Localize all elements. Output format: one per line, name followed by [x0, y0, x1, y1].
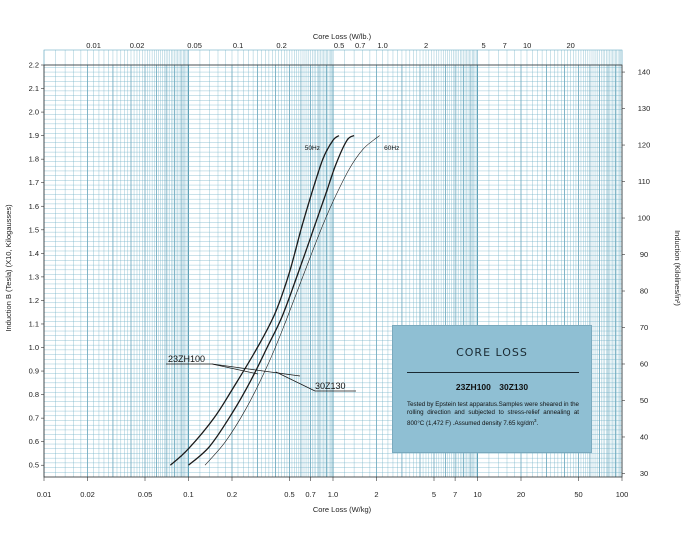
x-tick-label: 2 [374, 490, 379, 499]
y2-tick-label: 100 [637, 213, 651, 223]
y2-tick-label: 40 [639, 432, 649, 442]
y-tick-label: 0.6 [28, 437, 39, 447]
x-tick-label: 0.01 [36, 490, 52, 499]
y-tick-label: 1.0 [28, 343, 39, 353]
y-tick-label: 1.5 [28, 225, 39, 235]
y2-tick-label: 90 [639, 250, 649, 260]
x-tick-label: 0.1 [183, 490, 194, 499]
x2-tick-label: 0.1 [232, 41, 244, 50]
left-axis-title: Induction B (Tesla) (X10, Kilogausses) [4, 204, 13, 332]
x2-tick-label: 0.2 [276, 41, 287, 50]
x-tick-label: 20 [516, 490, 526, 499]
x-tick-label: 0.02 [80, 490, 95, 499]
core-loss-info-box [392, 325, 592, 453]
x-tick-label: 7 [453, 490, 458, 499]
series-label-23zh100: 23ZH100 [168, 354, 206, 364]
y-tick-label: 1.2 [28, 295, 39, 305]
y-tick-label: 0.8 [28, 390, 39, 400]
x-tick-label: 0.5 [284, 490, 295, 499]
y-tick-label: 1.7 [28, 178, 39, 188]
info-box-divider [407, 372, 579, 373]
x2-tick-label: 20 [566, 41, 575, 50]
y-tick-label: 1.1 [28, 319, 39, 329]
y2-tick-label: 110 [638, 177, 650, 187]
x-tick-label: 0.2 [226, 490, 238, 499]
info-desc-superscript: 3 [533, 418, 537, 423]
top-axis-title: Core Loss (W/lb.) [312, 32, 372, 41]
x2-tick-label: 0.01 [86, 41, 101, 50]
y-tick-label: 1.6 [28, 201, 39, 211]
x2-tick-label: 0.05 [187, 41, 202, 50]
x2-tick-label: 1.0 [377, 41, 388, 50]
y-tick-label: 1.9 [28, 131, 39, 141]
x-tick-label: 1.0 [327, 490, 339, 499]
y2-tick-label: 70 [639, 323, 649, 333]
y-tick-label: 1.3 [28, 272, 39, 282]
y-tick-label: 2.1 [28, 84, 39, 94]
x2-tick-label: 10 [522, 41, 532, 50]
x2-tick-label: 2 [424, 41, 429, 50]
series-label-30z130: 30Z130 [315, 381, 346, 391]
x-tick-label: 50 [574, 490, 583, 499]
chart-annotations [166, 145, 399, 391]
right-axis-title: Induction (Kilolines/in²) [673, 230, 682, 306]
y-tick-label: 0.7 [28, 413, 39, 423]
y2-tick-label: 30 [639, 468, 649, 478]
y2-tick-label: 50 [639, 395, 649, 405]
info-box-grades: 23ZH100 30Z130 [455, 382, 529, 392]
y-tick-label: 1.8 [28, 154, 39, 164]
x-tick-label: 0.7 [305, 490, 316, 499]
info-box-description [407, 401, 579, 428]
curve-label-50hz: 50Hz [304, 144, 320, 152]
y2-tick-label: 140 [637, 67, 651, 77]
y-tick-label: 0.5 [28, 460, 39, 470]
bottom-axis-title: Core Loss (W/kg) [312, 505, 372, 514]
y-tick-label: 0.9 [28, 366, 39, 376]
y-tick-label: 2.2 [28, 60, 39, 70]
x2-tick-label: 7 [502, 41, 507, 50]
x-tick-label: 100 [615, 490, 629, 499]
y2-tick-label: 80 [639, 286, 649, 296]
y2-tick-label: 60 [639, 359, 649, 369]
y-tick-label: 2.0 [28, 107, 39, 117]
x2-tick-label: 0.02 [129, 41, 145, 50]
info-box-title: CORE LOSS [456, 346, 528, 359]
x-tick-label: 0.05 [137, 490, 153, 499]
x2-tick-label: 0.7 [355, 41, 366, 50]
x-tick-label: 5 [431, 490, 437, 499]
y-tick-label: 1.4 [28, 248, 39, 258]
y2-tick-label: 120 [637, 140, 651, 150]
x-tick-label: 10 [473, 490, 482, 499]
y2-tick-label: 130 [637, 104, 651, 114]
x2-tick-label: 5 [481, 41, 486, 50]
info-desc-end: . [536, 420, 539, 428]
leader-line [276, 372, 315, 391]
info-desc-text: Tested by Epstein test apparatus.Samples were sheared in the rolling direction and subjected to stress-relief annealing at 800°C (1,472 F) .Assumed density 7.65 kg/dm [407, 401, 579, 428]
x2-tick-label: 0.5 [333, 41, 345, 50]
curve-label-60hz: 60Hz [384, 144, 400, 152]
